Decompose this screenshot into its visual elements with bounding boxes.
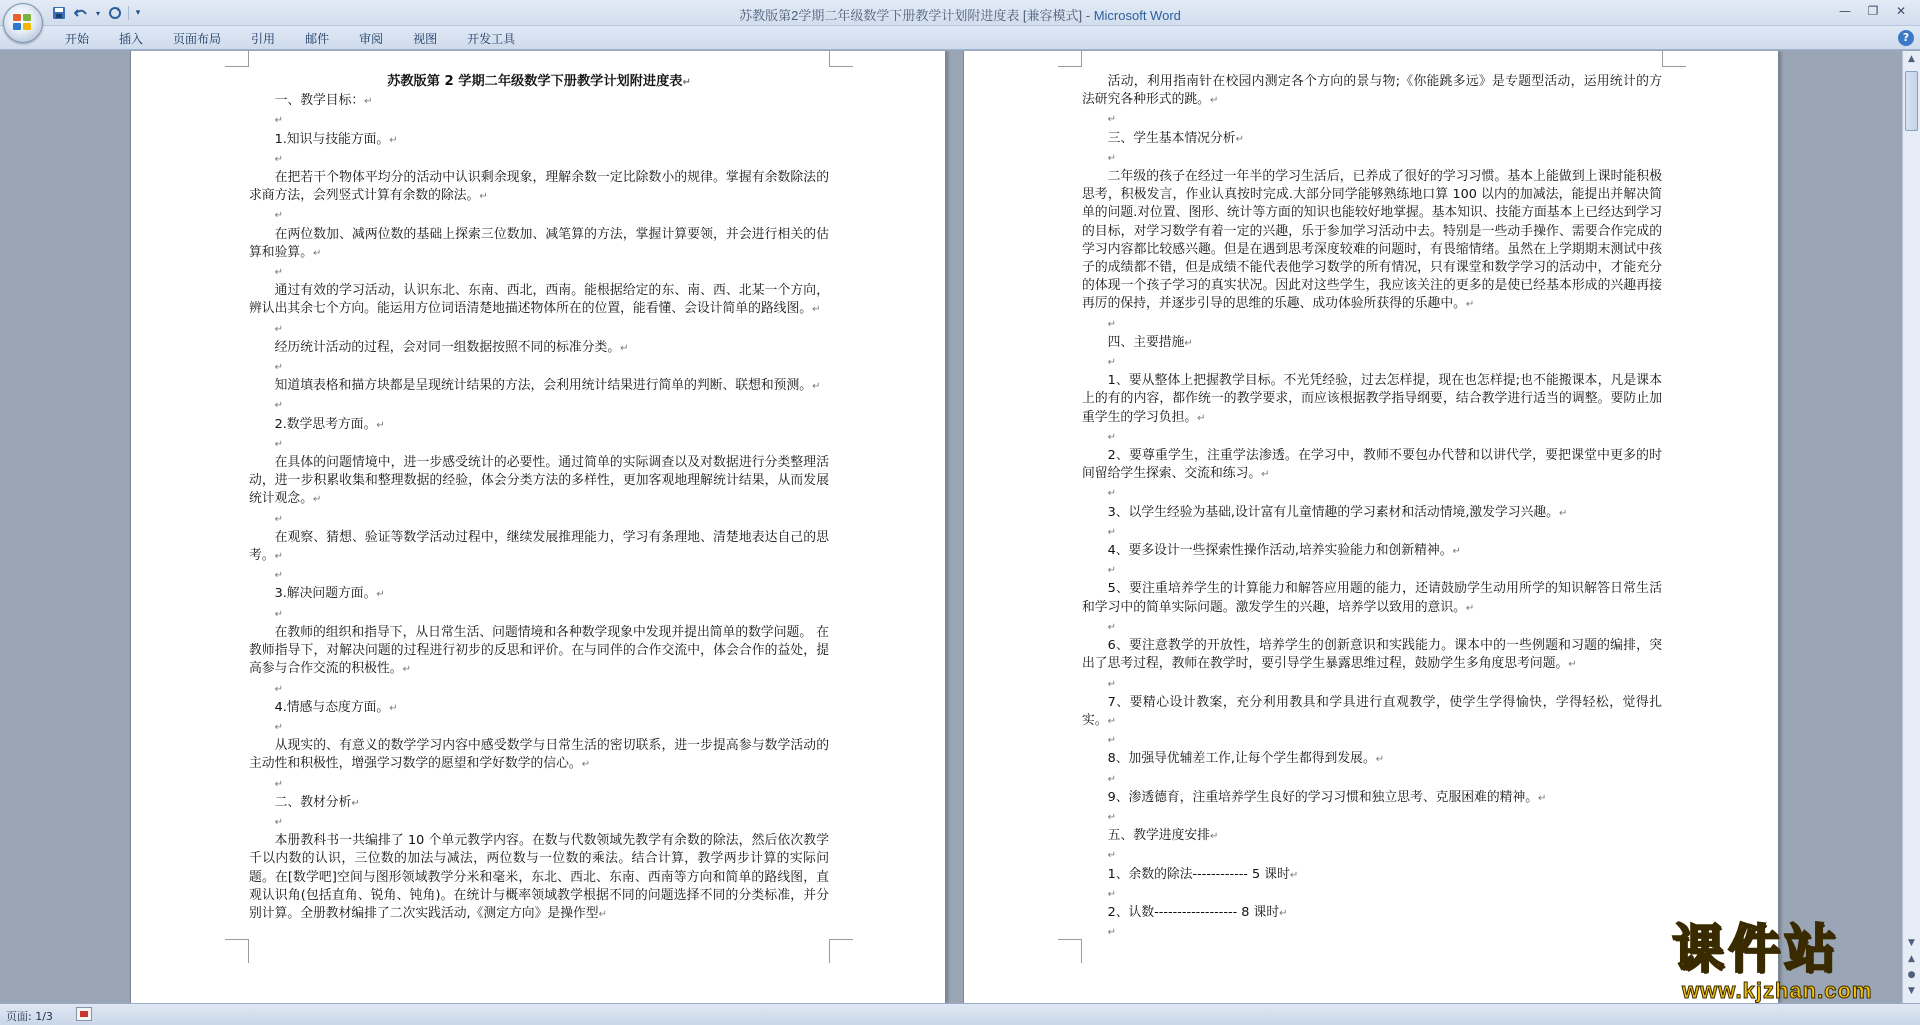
crop-mark: [225, 51, 249, 67]
paragraph-mark-icon: ↵: [1107, 621, 1116, 633]
paragraph-mark-icon: ↵: [351, 797, 360, 809]
scrollbar-thumb[interactable]: [1905, 71, 1918, 131]
next-page-icon[interactable]: ▼: [1908, 986, 1915, 996]
paragraph: 7、要精心设计教案，充分利用教具和学具进行直观教学，使学生学得愉快，学得轻松，觉得扎实。↵: [1082, 694, 1662, 728]
paragraph-mark-icon: ↵: [1107, 715, 1116, 727]
paragraph: 三、学生基本情况分析↵: [1107, 130, 1244, 146]
proofing-status-icon[interactable]: [76, 1007, 92, 1021]
paragraph: 2、要尊重学生，注重学法渗透。在学习中，教师不要包办代替和以讲代学，要把课堂中更多的时间留给学生探索、交流和练习。↵: [1082, 448, 1662, 482]
paragraph-mark-icon: ↵: [1568, 659, 1577, 671]
empty-paragraph: [1082, 770, 1662, 789]
page-1-text: [249, 73, 829, 924]
paragraph-mark-icon: ↵: [1107, 152, 1116, 164]
paragraph-mark-icon: ↵: [1289, 869, 1299, 881]
empty-paragraph: [1082, 731, 1662, 750]
paragraph: 在教师的组织和指导下，从日常生活、问题情境和各种数学现象中发现并提出简单的数学问题。 在教师指导下，对解决问题的过程进行初步的反思和评价。在与同伴的合作交流中，体会合作的益处，提高参与合作交流的积极性。↵: [249, 624, 829, 677]
paragraph: 1、要从整体上把握教学目标。不光凭经验，过去怎样提，现在也怎样提;也不能搬课本，凡是课本上的有的内容，都作统一的教学要求，而应该根据教学指导纲要，结合教学进行适当的调整。要防止加重学生的学习负担。↵: [1082, 373, 1662, 425]
restore-icon[interactable]: ❐: [1867, 4, 1879, 18]
paragraph-mark-icon: ↵: [1538, 792, 1547, 804]
vertical-scrollbar[interactable]: [1902, 51, 1920, 1003]
paragraph-mark-icon: ↵: [274, 513, 283, 525]
scroll-up-icon[interactable]: ▲: [1908, 54, 1915, 64]
tab-page-layout[interactable]: 页面布局: [173, 32, 222, 46]
empty-paragraph: [1082, 315, 1662, 334]
paragraph: 3、以学生经验为基础,设计富有儿童情趣的学习素材和活动情境,激发学习兴趣。↵: [1107, 504, 1568, 520]
paragraph-mark-icon: ↵: [1107, 735, 1116, 747]
paragraph: 2、认数------------------ 8 课时↵: [1107, 904, 1288, 920]
watermark-logo: [1660, 919, 1900, 1004]
crop-mark: [829, 51, 853, 67]
paragraph-mark-icon: ↵: [274, 323, 283, 335]
paragraph-mark-icon: ↵: [812, 304, 821, 316]
paragraph-mark-icon: ↵: [274, 267, 283, 279]
paragraph-mark-icon: ↵: [274, 721, 283, 733]
paragraph-mark-icon: ↵: [812, 381, 821, 393]
paragraph-mark-icon: ↵: [1107, 431, 1116, 443]
minimize-icon[interactable]: —: [1839, 4, 1851, 18]
paragraph-mark-icon: ↵: [1261, 469, 1270, 481]
paragraph: 二年级的孩子在经过一年半的学习生活后，已养成了很好的学习习惯。基本上能做到上课时能积极思考，积极发言，作业认真按时完成.大部分同学能够熟练地口算 100 以内的加减法，能提出并解决简单的问题.对位置、图形、统计等方面的知识也能较好地掌握。基本知识、技能方面基本上已经达到学习的目标，对学习数学有着一定的兴趣，乐于参加学习活动中去。特别是一些动手操作、需要合作完成的学习内容都比较感兴趣。但是在遇到思考深度较难的问题时，有畏缩情绪。虽然在上学期期末测试中孩子的成绩都不错，但是成绩不能代表他学习数学的所有情况，只有课堂和数学学习的活动中，才能充分的体现一个孩子学习的真实状况。因此对这些学生，我应该关注的更多的是使已经基本形成的兴趣再接再厉的保持，并逐步引导的思维的乐趣、成功体验所获得的乐趣中。↵: [1082, 169, 1662, 312]
empty-paragraph: [1082, 353, 1662, 372]
paragraph-mark-icon: ↵: [1235, 133, 1244, 145]
paragraph-mark-icon: ↵: [479, 191, 488, 203]
empty-paragraph: [249, 320, 829, 339]
office-button[interactable]: [3, 3, 43, 43]
paragraph-mark-icon: ↵: [1209, 831, 1219, 843]
paragraph: 在两位数加、减两位数的基础上探索三位数加、减笔算的方法，掌握计算要领，并会进行相关的估算和验算。↵: [249, 226, 829, 260]
paragraph-mark-icon: ↵: [274, 683, 283, 695]
paragraph-mark-icon: ↵: [1107, 318, 1116, 330]
paragraph: 在观察、猜想、验证等数学活动过程中，继续发展推理能力，学习有条理地、清楚地表达自己的思考。↵: [249, 529, 829, 564]
empty-paragraph: [1082, 846, 1662, 865]
undo-dropdown-icon[interactable]: ▾: [95, 8, 100, 18]
document-area[interactable]: [0, 51, 1902, 1003]
window-title-app: Microsoft Word: [1093, 8, 1181, 23]
paragraph: 经历统计活动的过程，会对同一组数据按照不同的标准分类。↵: [274, 339, 629, 355]
paragraph-mark-icon: ↵: [1107, 927, 1116, 939]
window-controls: [1832, 2, 1914, 20]
select-browse-object-icon[interactable]: ●: [1907, 970, 1916, 980]
paragraph-mark-icon: ↵: [1107, 526, 1116, 538]
paragraph-mark-icon: ↵: [1465, 299, 1475, 311]
tab-view[interactable]: 视图: [413, 32, 438, 46]
paragraph-mark-icon: ↵: [274, 816, 283, 828]
paragraph-mark-icon: ↵: [389, 134, 398, 146]
paragraph-mark-icon: ↵: [274, 115, 283, 127]
empty-paragraph: [249, 680, 829, 699]
scroll-down-icon[interactable]: ▼: [1908, 938, 1915, 948]
paragraph-mark-icon: ↵: [1209, 95, 1219, 107]
empty-paragraph: [249, 813, 829, 832]
document-title: 苏教版第 2 学期二年级数学下册教学计划附进度表↵: [387, 74, 691, 89]
empty-paragraph: [1082, 484, 1662, 503]
paragraph-mark-icon: ↵: [376, 419, 385, 431]
paragraph: 在把若干个物体平均分的活动中认识剩余现象，理解余数一定比除数小的规律。掌握有余数除法的求商方法，会列竖式计算有余数的除法。↵: [249, 170, 829, 204]
paragraph: 3.解决问题方面。↵: [274, 586, 385, 602]
crop-mark: [1058, 51, 1082, 67]
paragraph: 5、要注重培养学生的计算能力和解答应用题的能力，还请鼓励学生动用所学的知识解答日常生活和学习中的简单实际问题。激发学生的兴趣，培养学以致用的意识。↵: [1082, 581, 1662, 615]
tab-developer[interactable]: 开发工具: [467, 32, 516, 46]
paragraph-mark-icon: ↵: [376, 589, 385, 601]
paragraph-mark-icon: ↵: [1279, 907, 1288, 919]
page-2-text: [1082, 73, 1662, 942]
paragraph-mark-icon: ↵: [1107, 888, 1116, 900]
paragraph-mark-icon: ↵: [1107, 488, 1116, 500]
window-title-document: 苏教版第2学期二年级数学下册教学计划附进度表 [兼容模式] -: [739, 8, 1094, 23]
empty-paragraph: [1082, 561, 1662, 580]
tab-references[interactable]: 引用: [251, 32, 276, 46]
empty-paragraph: [1082, 149, 1662, 168]
paragraph-mark-icon: ↵: [1375, 754, 1385, 766]
paragraph: 1、余数的除法------------ 5 课时↵: [1107, 866, 1299, 882]
paragraph: 四、主要措施↵: [1107, 334, 1193, 350]
paragraph: 2.数学思考方面。↵: [274, 416, 385, 432]
paragraph-mark-icon: ↵: [1197, 412, 1206, 424]
paragraph-mark-icon: ↵: [1107, 114, 1116, 126]
tab-review[interactable]: 审阅: [359, 32, 384, 46]
paragraph: 通过有效的学习活动，认识东北、东南、西北，西南。能根据给定的东、南、西、北某一个方向，辨认出其余七个方向。能运用方位词语清楚地描述物体所在的位置，能看懂、会设计简单的路线图。↵: [249, 283, 829, 317]
paragraph-mark-icon: ↵: [312, 494, 322, 506]
paragraph-mark-icon: ↵: [274, 362, 283, 374]
paragraph-mark-icon: ↵: [402, 664, 411, 676]
paragraph: 活动，利用指南针在校园内测定各个方向的景与物;《你能跳多远》是专题型活动，运用统计的方法研究各种形式的跳。↵: [1082, 74, 1662, 108]
paragraph-mark-icon: ↵: [274, 778, 283, 790]
paragraph: 1.知识与技能方面。↵: [274, 131, 398, 147]
document-page-2[interactable]: [963, 51, 1779, 1003]
crop-mark: [829, 939, 853, 963]
paragraph-mark-icon: ↵: [1107, 565, 1116, 577]
crop-mark: [225, 939, 249, 963]
paragraph-mark-icon: ↵: [364, 96, 373, 108]
status-bar: [0, 1003, 1920, 1025]
paragraph-mark-icon: ↵: [274, 400, 283, 412]
empty-paragraph: [1082, 675, 1662, 694]
paragraph-mark-icon: ↵: [620, 342, 629, 354]
paragraph-mark-icon: ↵: [1107, 811, 1116, 823]
title-bar: [0, 0, 1920, 26]
paragraph-mark-icon: ↵: [682, 77, 691, 88]
help-icon[interactable]: ?: [1898, 30, 1914, 46]
paragraph: 8、加强导优辅差工作,让每个学生都得到发展。↵: [1107, 751, 1385, 767]
paragraph-mark-icon: ↵: [581, 759, 591, 771]
paragraph-mark-icon: ↵: [312, 247, 322, 259]
empty-paragraph: [249, 396, 829, 415]
ribbon-tab-row: [0, 26, 1920, 50]
paragraph-mark-icon: ↵: [274, 153, 283, 165]
empty-paragraph: [249, 358, 829, 377]
paragraph-mark-icon: ↵: [1107, 357, 1116, 369]
paragraph-mark-icon: ↵: [274, 608, 283, 620]
empty-paragraph: [1082, 523, 1662, 542]
previous-page-icon[interactable]: ▲: [1908, 954, 1915, 964]
watermark-url: www.kjzhan.com: [1682, 978, 1873, 1003]
paragraph-mark-icon: ↵: [1558, 507, 1568, 519]
paragraph: 4、要多设计一些探索性操作活动,培养实验能力和创新精神。↵: [1107, 543, 1461, 559]
empty-paragraph: [249, 510, 829, 529]
empty-paragraph: [1082, 110, 1662, 129]
watermark-title: 课件站: [1672, 919, 1841, 980]
empty-paragraph: [249, 263, 829, 282]
paragraph: 一、教学目标：↵: [274, 93, 373, 109]
paragraph: 9、渗透德育，注重培养学生良好的学习习惯和独立思考、克服困难的精神。↵: [1107, 789, 1547, 805]
paragraph-mark-icon: ↵: [1107, 773, 1116, 785]
paragraph: 4.情感与态度方面。↵: [274, 699, 398, 715]
empty-paragraph: [1082, 885, 1662, 904]
empty-paragraph: [249, 206, 829, 225]
paragraph: 本册教科书一共编排了 10 个单元教学内容。在数与代数领域先教学有余数的除法，然后依次教学千以内数的认识，三位数的加法与减法，两位数与一位数的乘法。结合计算，教学两步计算的实际问题。在[数学吧]空间与图形领域教学分米和毫米，东北、西北、东南、西南等方向和简单的路线图，直观认识角(包括直角、锐角、钝角)。在统计与概率领域教学根据不同的问题选择不同的分类标准，并分别计算。全册教材编排了二次实践活动,《测定方向》是操作型↵: [249, 833, 829, 921]
paragraph: 二、教材分析↵: [274, 794, 360, 810]
paragraph-mark-icon: ↵: [274, 210, 283, 222]
empty-paragraph: [1082, 923, 1662, 942]
empty-paragraph: [249, 150, 829, 169]
paragraph-mark-icon: ↵: [1452, 546, 1461, 558]
paragraph-mark-icon: ↵: [274, 438, 283, 450]
paragraph-mark-icon: ↵: [1465, 602, 1475, 614]
paragraph-mark-icon: ↵: [1107, 850, 1116, 862]
empty-paragraph: [249, 718, 829, 737]
ribbon-tabs: [50, 30, 530, 48]
empty-paragraph: [249, 111, 829, 130]
paragraph-mark-icon: ↵: [1107, 678, 1116, 690]
page-number-status[interactable]: 页面: 1/3: [6, 1010, 53, 1023]
document-page-1[interactable]: [130, 51, 946, 1003]
empty-paragraph: [249, 566, 829, 585]
office-logo-icon: [13, 14, 33, 32]
empty-paragraph: [249, 775, 829, 794]
paragraph-mark-icon: ↵: [1184, 337, 1193, 349]
empty-paragraph: [249, 435, 829, 454]
tab-insert[interactable]: 插入: [119, 32, 144, 46]
tab-home[interactable]: 开始: [65, 32, 90, 46]
window-title: [0, 5, 1920, 24]
customize-qat-icon[interactable]: ▾: [135, 8, 141, 18]
empty-paragraph: [1082, 618, 1662, 637]
crop-mark: [1662, 51, 1686, 67]
scroll-bottom-controls: [1903, 935, 1920, 999]
empty-paragraph: [249, 605, 829, 624]
crop-mark: [1058, 939, 1082, 963]
paragraph: 6、要注意教学的开放性，培养学生的创新意识和实践能力。课本中的一些例题和习题的编排，突出了思考过程，教师在教学时，要引导学生暴露思维过程，鼓励学生多角度思考问题。↵: [1082, 638, 1662, 672]
empty-paragraph: [1082, 428, 1662, 447]
tab-mailings[interactable]: 邮件: [305, 32, 330, 46]
paragraph: 在具体的问题情境中，进一步感受统计的必要性。通过简单的实际调查以及对数据进行分类整理活动，进一步积累收集和整理数据的经验，体会分类方法的多样性，更加客观地理解统计结果，从而发展统计观念。↵: [249, 455, 829, 507]
paragraph: 五、教学进度安排↵: [1107, 828, 1219, 844]
paragraph: 知道填表格和描方块都是呈现统计结果的方法，会利用统计结果进行简单的判断、联想和预测。↵: [274, 378, 821, 394]
paragraph-mark-icon: ↵: [598, 908, 607, 920]
paragraph-mark-icon: ↵: [274, 551, 283, 563]
paragraph-mark-icon: ↵: [389, 702, 398, 714]
paragraph-mark-icon: ↵: [274, 570, 283, 582]
empty-paragraph: [1082, 808, 1662, 827]
paragraph: 从现实的、有意义的数学学习内容中感受数学与日常生活的密切联系，进一步提高参与数学活动的主动性和积极性，增强学习数学的愿望和学好数学的信心。↵: [249, 738, 829, 772]
close-icon[interactable]: ✕: [1895, 4, 1907, 18]
